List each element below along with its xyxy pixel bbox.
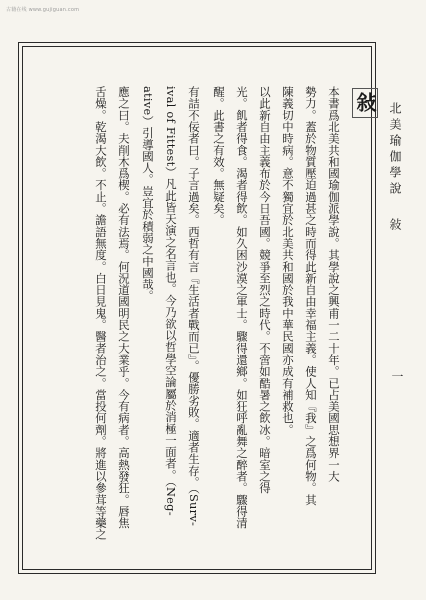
watermark: 古籍在线 www.gujiguan.com (6, 7, 80, 13)
section-title: 敍 (352, 88, 378, 118)
text-column-9: ative）引導國人。豈宜於積弱之中國哉。 (141, 86, 155, 302)
text-column-2: 勢力。蓋於物質壓迫過甚之時而得此新自由幸福主義。使人知『我』之爲何物。其 (304, 86, 318, 506)
text-column-4: 以此新自由主義布於今日吾國。競爭至烈之時代。不啻如酷暑之飲冰。暗室之得 (258, 86, 272, 494)
text-column-1: 本書爲北美共和國瑜伽派學說。其學說之興甫一二十年。已占美國思想界一大 (327, 86, 341, 483)
text-column-3: 陳義切中時病。意不獨宜於北美共和國於我中華民國亦成有補救也。 (281, 86, 295, 436)
text-column-11: 舌燥。乾渴大飲。不止。譫語無度。白日見鬼。醫者治之。當投何劑。將進以參茸等藥之 (94, 86, 108, 541)
page-number: 一 (390, 370, 404, 382)
running-header (388, 102, 402, 234)
text-column-8: ival of Fittest）凡此皆天演之名言也。今乃欲以哲學空論屬於消極一面者。（Neg- (164, 86, 178, 516)
running-header-section: 敍 (388, 218, 402, 234)
running-header-book-title: 北美瑜伽學說 (388, 102, 402, 198)
text-column-6: 醒。此書之有效。無疑矣。 (212, 86, 226, 226)
text-column-7: 有詰不佞者曰。子言過矣。西哲有言『生活者戰而已』。優勝劣敗。適者生存。（Surv- (187, 86, 201, 527)
text-column-5: 光。飢者得食。渴者得飲。如久困沙漠之軍士。驟得還鄉。如狂呼亂舞之醉者。驟得清 (235, 86, 249, 529)
text-column-10: 應之曰。夫削木爲楔。必有法焉。何況道國明民之大業乎。今有病者。高熱發狂。唇焦 (117, 86, 131, 529)
